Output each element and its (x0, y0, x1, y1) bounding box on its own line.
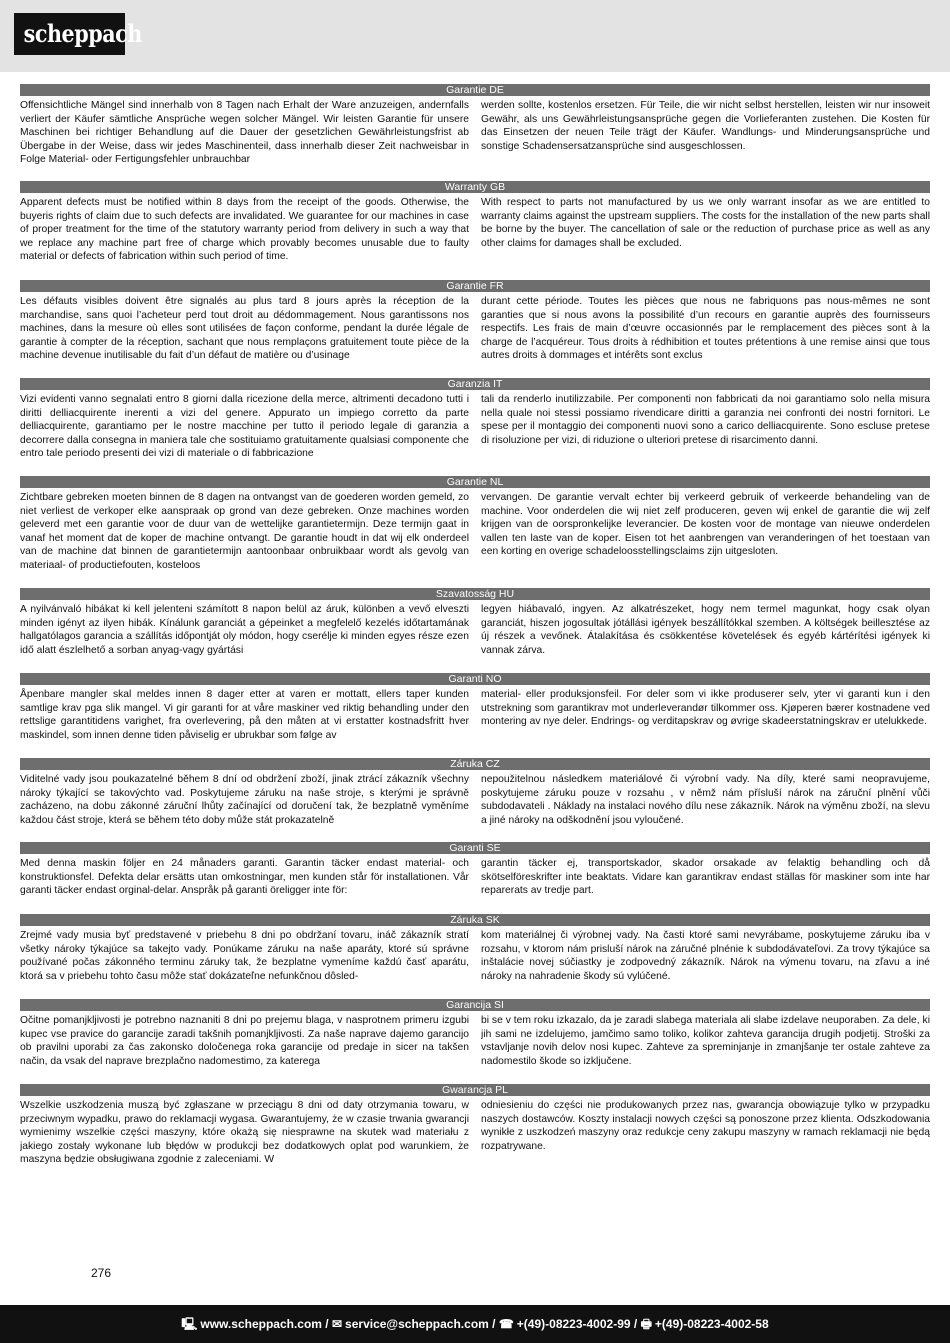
section-title: Záruka SK (20, 914, 930, 926)
section-title: Garantie FR (20, 280, 930, 292)
section-text-right: legyen hiábavaló, ingyen. Az alkatrészeket, hogy nem termel magunkat, hogy csak olyan garanciát, hiszen jogosultak jótállási igények beszállítókkal szemben. A költségek beillesztése az új részek a vevőnek. Átalakítása és csökkentése követelések és egyéb kártérítési igények ki vannak zárva. (481, 604, 930, 656)
footer-bar (0, 1305, 950, 1343)
footer-email[interactable]: service@scheppach.com / (345, 1317, 496, 1331)
section-text-left: Očitne pomanjkljivosti je potrebno naznaniti 8 dni po prejemu blaga, v nasprotnem primeru izgubi kupec vse pravice do garancije zaradi takšnih pomanjkljivosti. Za naše naprave dajemo garancijo ob pravilni uporabi za čas zakonsko določenega roka garancije od predaje in sicer na takšen način, da vsak del naprave brezplačno nadomestimo, za katerega (20, 1015, 469, 1067)
section-sk (20, 914, 930, 983)
footer-fax: +(49)-08223-4002-58 (654, 1317, 769, 1331)
section-title: Garanzia IT (20, 378, 930, 390)
header-band (0, 0, 950, 72)
section-text-right: odniesieniu do części nie produkowanych przez nas, gwarancja obowiązuje tylko w przypadku naszych dostawców. Koszty instalacji nowych części są ponoszone przez klienta. Odszkodowania wynikłe z uszkodzeń maszyny oraz redukcje ceny zakupu maszyny w ramach reklamacji nie będą rozpatrywane. (481, 1100, 930, 1152)
section-title: Záruka CZ (20, 758, 930, 770)
section-text-right: garantin täcker ej, transportskador, skador orsakade av felaktig behandling och då skötselföreskrifter inte beaktats. Vidare kan garantikrav endast ställas för maskiner som inte har reparerats av tredje part. (481, 858, 930, 897)
footer-phone: +(49)-08223-4002-99 / (516, 1317, 638, 1331)
section-se (20, 842, 930, 898)
footer-website[interactable]: www.scheppach.com / (200, 1317, 329, 1331)
fax-icon: 🖶 (640, 1317, 652, 1331)
telephone-icon: ☎ (498, 1317, 514, 1331)
section-title: Warranty GB (20, 181, 930, 193)
section-text-left: Offensichtliche Mängel sind innerhalb von 8 Tagen nach Erhalt der Ware anzuzeigen, andernfalls verliert der Käufer sämtliche Ansprüche wegen solcher Mängel. Wir leisten Garantie für unsere Maschinen bei richtiger Behandlung auf die Dauer der gesetzlichen Gewährleistungsfrist ab Übergabe in der Weise, dass wir jedes Maschinenteil, dass innerhalb dieser Zeit nachweisbar in Folge Material- oder Fertigungsfehler unbrauchbar (20, 100, 469, 166)
envelope-icon: ✉ (331, 1317, 343, 1331)
section-title: Garantie DE (20, 84, 930, 96)
section-gb (20, 181, 930, 264)
page-number: 276 (91, 1266, 112, 1280)
section-title: Garantie NL (20, 476, 930, 488)
section-text-left: Zrejmé vady musia byť predstavené v priebehu 8 dni po obdržaní tovaru, ináč zákazník stratí všetky nároky týkajúce sa takejto vady. Ponúkame záruku na naše aparáty, ktoré sú správne používané počas zákonného terminu záruky tak, že bezplatne vymeníme každú časť aparátu, ktorá sa v priebehu tohto času môže stať dokázateľne nefunkčnou dôsled- (20, 930, 469, 982)
section-title: Szavatosság HU (20, 588, 930, 600)
section-text-left: A nyilvánvaló hibákat ki kell jelenteni számított 8 napon belül az áruk, különben a vevő elveszti minden igényt az ilyen hibák. Kínálunk garanciát a gépeinket a megfelelő kezelés időtartamának hallgatólagos garancia a szállítás időpontját oly módon, hogy cserélje ki minden egyes része ezen idő alatt észlelhető a sorban anyag-vagy gyártási (20, 604, 469, 656)
section-title: Garanti SE (20, 842, 930, 854)
section-text-left: Vizi evidenti vanno segnalati entro 8 giorni dalla ricezione della merce, altrimenti decadono tutti i diritti delliacquirente inerenti a vizi del genere. Appurato un impiego corretto da parte delliacquirente, garantiamo per le nostre macchine per tutto il periodo legale di garanzia a decorrere dalla consegna in maniera tale che sostituiamo gratuitamente qualsiasi componente che entro tale periodo presenti dei vizi di materiale o di fabbricazione (20, 394, 469, 460)
scheppach-logo (14, 13, 142, 55)
section-si (20, 999, 930, 1068)
section-fr (20, 280, 930, 363)
section-text-left: Zichtbare gebreken moeten binnen de 8 dagen na ontvangst van de goederen worden gemeld, zo niet verliest de verkoper elke aanspraak op grond van deze gebreken. Onze machines worden geleverd met een garantie voor de duur van de wettelijke garantietermijn. Deze termijn gaat in vanaf het moment dat de koper de machine ontvangt. De garantie houdt in dat wij elk onderdeel van de machine dat binnen de garantietermijn aantoonbaar onbruikbaar wordt als gevolg van materiaal- of productiefouten, kosteloos (20, 492, 469, 571)
section-text-left: Les défauts visibles doivent être signalés au plus tard 8 jours après la réception de la marchandise, sans quoi l’acheteur perd tout droit au dédommagement. Nous garantissons nos machines, dans la mesure où elles sont utilisées de façon conforme, pendant la durée légale de garantie à compter de la réception, sachant que nous remplaçons gratuitement toute pièce de la machine devenue inutilisable du fait d’un défaut de matière ou d’usinage (20, 296, 469, 362)
section-text-left: Viditelné vady jsou poukazatelné během 8 dní od obdržení zboží, jinak ztrácí zákazník všechny nároky týkající se takovýchto vad. Poskytujeme záruku na naše stroje, s kterými je správně zacházeno, na dobu zákonné záruční lhůty začínající od doručení tak, že bezplatně vyměníme každou část stroje, která se během této doby může stát prokazatelně (20, 774, 469, 826)
section-text-right: vervangen. De garantie vervalt echter bij verkeerd gebruik of verkeerde behandeling van de machine. Voor onderdelen die wij niet zelf produceren, geven wij enkel de garantie die wij zelf krijgen van de oorspronkelijke leverancier. De kosten voor de montage van nieuwe onderdelen vallen ten laste van de koper. Eisen tot het aanbrengen van veranderingen of het toestaan van een korting en overige schadeloosstellingsclaims zijn uitgesloten. (481, 492, 930, 558)
section-title: Garanti NO (20, 673, 930, 685)
section-text-left: Wszelkie uszkodzenia muszą być zgłaszane w przeciągu 8 dni od daty otrzymania towaru, w przeciwnym wypadku, prawo do reklamacji wygasa. Gwarantujemy, że w czasie trwania gwarancji wymienimy wszelkie części maszyny, które okażą się niesprawne na skutek wad materiału z jakiego zostały wykonane lub błędów w produkcji bez dodatkowych oplat pod warunkiem, że maszyna będzie obsługiwana zgodnie z zaleceniami. W (20, 1100, 469, 1166)
section-title: Garancija SI (20, 999, 930, 1011)
section-hu (20, 588, 930, 657)
section-text-left: Apparent defects must be notified within 8 days from the receipt of the goods. Otherwise, the buyeris rights of claim due to such defects are invalidated. We guarantee for our machines in case of proper treatment for the time of the statutory warranty period from delivery in such a way that we replace any machine part free of charge which provably becomes unusable due to faulty material or defects of fabrication within such period of time. (20, 197, 469, 263)
section-text-right: material- eller produksjonsfeil. For deler som vi ikke produserer selv, yter vi garanti kun i den utstrekning som garantikrav mot underleverandør tilkommer oss. Kjøperen bærer kostnadene ved montering av nye deler. Endrings- og verditapskrav og øvrige skadeerstatningskrav er utelukkede. (481, 689, 930, 728)
section-text-right: durant cette période. Toutes les pièces que nous ne fabriquons pas nous-mêmes ne sont garanties que si nous avons la possibilité d’un recours en garantie auprès des fournisseurs respectifs. Les frais de main d’œuvre occasionnés par le remplacement des pièces sont à la charge de l’acquéreur. Tous droits à rédhibition et toutes prétentions à une remise ainsi que tous autres droits à dommages et intérêts sont exclus (481, 296, 930, 362)
section-de (20, 84, 930, 167)
section-title: Gwarancja PL (20, 1084, 930, 1096)
section-no (20, 673, 930, 742)
logo-text: scheppach (23, 19, 142, 48)
section-text-right: kom materiálnej či výrobnej vady. Na časti ktoré sami nevyrábame, poskytujeme záruku iba v rozsahu, v ktorom nám prisluší nárok na záručné plnénie k subdodávateľovi. Za trovy týkajúce sa inštalácie novej súčiastky je zodpovedný zákazník. Nárok na výmenu tovaru, na zľavu a iné nároky na nahradenie škody sú vylúčené. (481, 930, 930, 982)
section-nl (20, 476, 930, 573)
section-text-left: Åpenbare mangler skal meldes innen 8 dager etter at varen er mottatt, ellers taper kunden samtlige krav pga slik mangel. Vi gir garanti for at våre maskiner ved riktig behandling under den rettslige garantitidens varighet, fra overlevering, på den måten at vi erstatter kostnadsfritt hver maskindel, som innen denne tiden påviselig er ubrukbar som følge av (20, 689, 469, 741)
section-text-right: werden sollte, kostenlos ersetzen. Für Teile, die wir nicht selbst herstellen, leisten wir nur insoweit Gewähr, als uns Gewährleistungsansprüche gegen die Vorlieferanten zustehen. Die Kosten für das Einsetzen der neuen Teile trägt der Käufer. Wandlungs- und Minderungsansprüche und sonstige Schadensersatzansprüche sind ausgeschlossen. (481, 100, 930, 152)
section-pl (20, 1084, 930, 1167)
section-text-left: Med denna maskin följer en 24 månaders garanti. Garantin täcker endast material- och konstruktionsfel. Defekta delar ersätts utan omkostningar, men kunden står för installationen. Vår garanti täcker endast orginal-delar. Anspråk på garanti öreligger inte för: (20, 858, 469, 897)
section-cz (20, 758, 930, 827)
section-text-right: With respect to parts not manufactured by us we only warrant insofar as we are entitled to warranty claims against the upstream suppliers. The costs for the installation of the new parts shall be borne by the buyer. The cancellation of sale or the reduction of purchase price as well as any other claims for damages shall be excluded. (481, 197, 930, 249)
section-it (20, 378, 930, 461)
section-text-right: nepoužitelnou následkem materiálové či výrobní vady. Na díly, které sami neopravujeme, poskytujeme záruku pouze v rozsahu , v němž nám přísluší nárok na záruční plnění vůči subdodavateli . Náklady na instalaci nového dílu nese zákazník. Nárok na výměnu zboží, na slevu a jiné nároky na odškodnění jsou vyloučené. (481, 774, 930, 826)
section-text-right: tali da renderlo inutilizzabile. Per componenti non fabbricati da noi garantiamo solo nella misura nella quale noi stessi possiamo rivendicare diritti a garanzia nei confronti dei nostri fornitori. Le spese per il montaggio dei componenti nuovi sono a carico delliacquirente. Sono escluse pretese di risoluzione per vizi, di riduzione o ulteriori pretese di risarcimento danni. (481, 394, 930, 446)
computer-icon: 🖳 (181, 1317, 198, 1331)
section-text-right: bi se v tem roku izkazalo, da je zaradi slabega materiala ali slabe izdelave neuporaben. Za dele, ki jih sami ne izdelujemo, jamčimo samo toliko, kolikor zahteva garancija drugih podjetij. Stroški za vstavljanje novih delov nosi kupec. Zahteve za spreminjanje in zmanjšanje ter ostale zahteve za nadomestilo škode so izključene. (481, 1015, 930, 1067)
